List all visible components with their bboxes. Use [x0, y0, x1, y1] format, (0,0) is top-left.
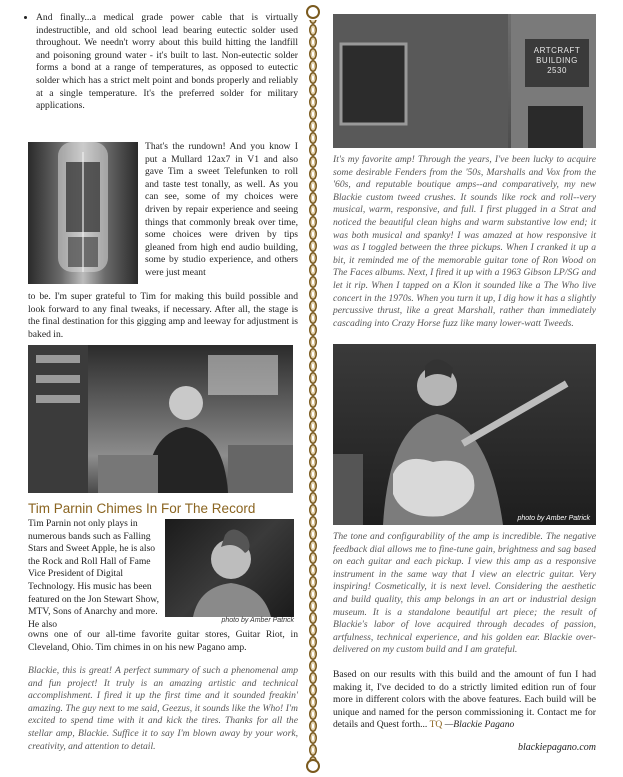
guitar-player-photo	[333, 344, 596, 525]
closing-text: Based on our results with this build and the amount of fun I had making it, I've decided to do a strictly limited edition run of four more in different colors with the above features. Each build will be unique and named for the person commissioning it. Contact me for details and Quest forth...	[333, 669, 596, 731]
portrait-photo	[165, 519, 294, 617]
building-sign	[527, 46, 587, 76]
closing-paragraph	[333, 669, 596, 732]
section-heading: Tim Parnin Chimes In For The Record	[28, 501, 256, 516]
artcraft-building-photo	[333, 14, 596, 148]
bio-paragraph-full: owns one of our all-time favorite guitar stores, Guitar Riot, in Cleveland, Ohio. Tim chimes in on his new Pagano amp.	[28, 629, 298, 653]
tq-mark: TQ	[429, 719, 443, 731]
solder-bullet-list	[22, 12, 298, 113]
tim-quote: Blackie, this is great! A perfect summary of such a phenomenal amp and fun project! It truly is an amazing artistic and technical accomplishment. I fired it up the first time and it sounded freakin' amazing. The guy next to me said, Geezus, it sounds like the Who! I'm excited to spend time with it and kick the tires. Thanks for all the stellar amp, Blackie. Suffice it to say I'm blown away by your work, creativity, and attention to detail.	[28, 665, 298, 752]
solder-bullet-item: • And finally...a medical grade power cable that is virtually indestructible, and old school lead bearing eutectic solder used throughout. We needn't worry about this build hitting the landfill and poisoning ground water - it's built to last. Non-eutectic solder forms a bond at a range of temperatures, as opposed to eutectic solder which has a strict melt point and bonds properly and reliably at a single temperature. It's the preferred solder for military applications.	[36, 12, 298, 113]
vacuum-tube-photo	[28, 142, 138, 284]
rundown-paragraph-wrapped: That's the rundown! And you know I put a Mullard 12ax7 in V1 and also gave Tim a sweet Telefunken to roll and taste test tonally, as well. As you can see, some of my choices were driven by repair experience and seeing things that commonly break over time, some choices were driven by tips gleaned from high end audio building, some by studio experience, and others were just meant	[145, 141, 298, 278]
review-paragraph-1: It's my favorite amp! Through the years, I've been lucky to acquire some desirable Fenders from the '50s, Marshalls and Vox from the '60s, and reputable boutique amps--and comparatively, my new Blackie custom tweed crushes. It sounds like rock and roll--very musical, warm, responsive, and full. I first plugged in a Strat and noticed the beautiful clean highs and warm substantive low end; it was both musical and spanky! I was amazed at how responsive it was as I toggled between the three pickups. When I cranked it up a bit, it reminded me of the memorable guitar tone of Ron Wood on The Faces albums. Next, I fired it up with a 1963 Gibson LP/SG and let it rip. When I tapped on a Klon it sounded like a The Who live concert in the 1970s. When you turn it up, I dig how it has a slightly percussive thrust, like a great Marshall, rather than immediately cascading into Crazy Horse fuzz like many lower-watt Tweeds.	[333, 154, 596, 329]
review-paragraph-2: The tone and configurability of the amp is incredible. The negative feedback dial allows me to fine-tune gain, brightness and sag based on each guitar and each pickup. I view this amp as a responsive instrument in the same way that I view an electric guitar. Very inspiring! Cosmetically, it is next level. Considering the aesthetic and build quality, this amp belongs in an art or industrial design museum. It is a standalone beautiful art piece; the result of Blackie's labor of love acquired through decades of passion, artfulness, technical experience, and his golden ear. Blackie over-delivered on my custom build and I am grateful.	[333, 531, 596, 656]
bio-paragraph-wrapped: Tim Parnin not only plays in numerous bands such as Falling Stars and Sweet Apple, he is also the Rock and Roll Hall of Fame Vice President of Digital Technology. His music has been featured on the Jon Stewart Show, MTV, Sons of Anarchy and more. He also	[28, 518, 159, 630]
chain-divider-decoration	[305, 0, 321, 777]
rundown-paragraph-full: to be. I'm super grateful to Tim for making this build possible and look forward to any final tweaks, if necessary. After all, the stage is the final destination for this gigging amp and leeway for adjustment is baked in.	[28, 291, 298, 340]
building-sign-line2: BUILDING	[536, 56, 578, 65]
guitar-photo-credit: photo by Amber Patrick	[517, 515, 590, 522]
workshop-photo	[28, 345, 293, 493]
building-sign-line3: 2530	[547, 66, 567, 75]
website-link[interactable]: blackiepagano.com	[517, 742, 596, 753]
signoff: —Blackie Pagano	[444, 719, 515, 731]
building-sign-line1: ARTCRAFT	[533, 46, 581, 55]
portrait-photo-credit: photo by Amber Patrick	[221, 617, 294, 624]
